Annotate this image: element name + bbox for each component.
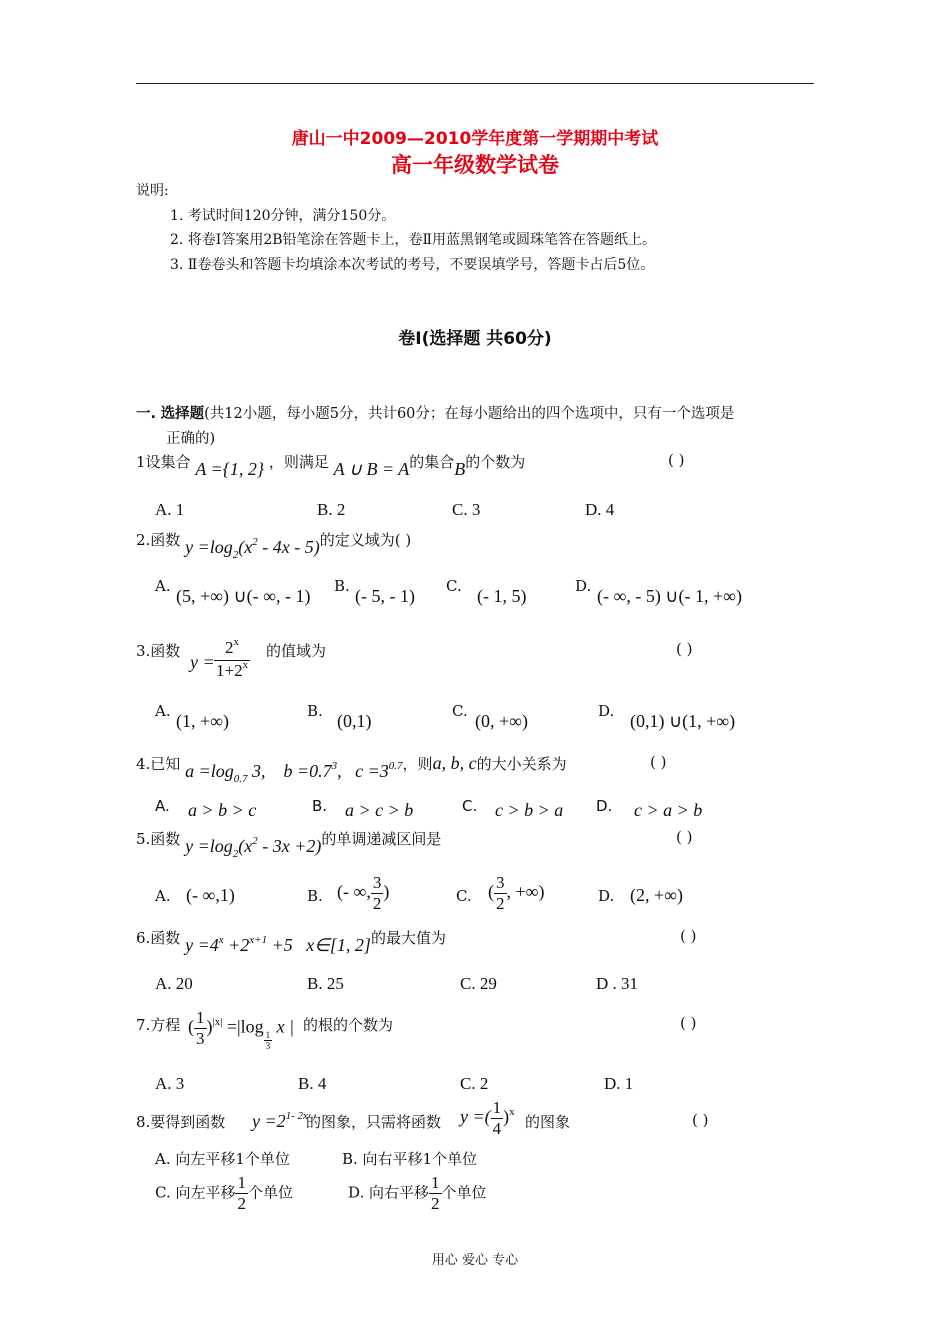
answer-paren-5: ( ) bbox=[676, 828, 693, 846]
question-4: 4.已知 $a =\log_{0.7}$ 3, $b =0.7^3$, $c =3^{0.7}$，则a, b, c的大小关系为 bbox=[136, 753, 567, 785]
q7-option-d: D. 1 bbox=[604, 1074, 634, 1093]
q2-option-a: (5, +∞) ∪(- ∞, - 1) bbox=[176, 586, 311, 606]
answer-paren-4: ( ) bbox=[650, 753, 667, 771]
question-3-tail: 的值域为 bbox=[266, 642, 327, 660]
q8-option-a: A. 向左平移1个单位 bbox=[155, 1150, 290, 1168]
question-2: 2.函数 $y =\log_2(x^2 - 4x - 5)$的定义域为( ) bbox=[136, 531, 412, 561]
question-1: 1设集合 A ={1, 2} ，则满足 A ∪ B = A的集合B的个数为 bbox=[136, 453, 526, 479]
instruction-item-1: 1. 考试时间120分钟，满分150分。 bbox=[170, 208, 396, 224]
q3-option-c: (0, +∞) bbox=[475, 711, 528, 731]
q5-option-a: (- ∞,1) bbox=[186, 885, 235, 905]
q4-label-d: D. bbox=[596, 797, 613, 815]
q3-option-b: (0,1) bbox=[337, 711, 372, 731]
q4-option-a: a > b > c bbox=[188, 800, 257, 820]
question-8-mid: 的图象，只需将函数 bbox=[306, 1113, 442, 1131]
q3-label-b: B. bbox=[307, 702, 323, 720]
q7-option-c: C. 2 bbox=[460, 1074, 489, 1093]
q3-label-c: C. bbox=[452, 702, 468, 720]
q7-option-b: B. 4 bbox=[298, 1074, 327, 1093]
q4-label-b: B. bbox=[312, 797, 328, 815]
question-8-tail: 的图象 bbox=[525, 1113, 571, 1131]
part-heading: 一. 选择题(共12小题，每小题5分，共计60分；在每小题给出的四个选项中，只有一个选项是 bbox=[136, 406, 735, 422]
question-7-lead: 7.方程 bbox=[136, 1016, 181, 1034]
q1-option-a: A. 1 bbox=[155, 500, 185, 519]
part-heading-bold: 选择题 bbox=[160, 406, 205, 422]
question-8-expr-a: $y =2^{1- 2x}$ bbox=[252, 1110, 308, 1131]
q4-option-b: a > c > b bbox=[345, 800, 414, 820]
q4-label-a: A. bbox=[155, 797, 170, 815]
page-footer: 用心 爱心 专心 bbox=[431, 1253, 519, 1268]
question-3-lead: 3.函数 bbox=[136, 642, 181, 660]
q2-label-c: C. bbox=[446, 577, 462, 595]
q6-option-a: A. 20 bbox=[155, 974, 193, 993]
q5-label-d: D. bbox=[598, 887, 615, 905]
instruction-item-3: 3. Ⅱ卷卷头和答题卡均填涂本次考试的考号，不要误填学号，答题卡占后5位。 bbox=[170, 257, 655, 273]
answer-paren-6: ( ) bbox=[680, 927, 697, 945]
q6-option-b: B. 25 bbox=[307, 974, 344, 993]
answer-paren-3: ( ) bbox=[676, 640, 693, 658]
q8-option-d: D. 向右平移 $\frac{1}{2}$ 个单位 bbox=[348, 1173, 487, 1213]
question-6: 6.函数 $y =4^x +2^{x+1} +5$ x∈[1, 2]的最大值为 bbox=[136, 929, 446, 955]
q2-label-a: A. bbox=[155, 577, 171, 595]
q3-option-d: (0,1) ∪(1, +∞) bbox=[630, 711, 736, 731]
q1-option-d: D. 4 bbox=[585, 500, 615, 519]
question-7-tail: 的根的个数为 bbox=[303, 1016, 394, 1034]
section-title: 卷Ⅰ(选择题 共60分) bbox=[398, 329, 552, 349]
q6-option-c: C. 29 bbox=[460, 974, 497, 993]
q3-option-a: (1, +∞) bbox=[176, 711, 229, 731]
q5-option-b: (- ∞, $\frac{3}{2}$ ) bbox=[337, 873, 390, 913]
question-5: 5.函数 $y =\log_2(x^2 - 3x +2)$的单调递减区间是 bbox=[136, 830, 442, 860]
answer-paren-7: ( ) bbox=[680, 1014, 697, 1032]
exam-subtitle: 高一年级数学试卷 bbox=[391, 153, 559, 177]
question-8-lead: 8.要得到函数 bbox=[136, 1113, 226, 1131]
q8-option-c: C. 向左平移 $\frac{1}{2}$ 个单位 bbox=[155, 1173, 293, 1213]
q5-option-d: (2, +∞) bbox=[630, 885, 683, 905]
q5-label-c: C. bbox=[456, 887, 472, 905]
question-3-fraction: $\frac{2^x}{1+2^x}$ bbox=[216, 636, 249, 680]
question-3-y: y = bbox=[190, 652, 215, 672]
answer-paren-1: ( ) bbox=[668, 451, 685, 469]
q8-option-b: B. 向右平移1个单位 bbox=[342, 1150, 478, 1168]
exam-title: 唐山一中2009—2010学年度第一学期期中考试 bbox=[291, 129, 659, 149]
q1-option-c: C. 3 bbox=[452, 500, 481, 519]
question-8-expr-b: y =( $\frac{1}{4}$ )$^x$ bbox=[460, 1098, 515, 1138]
instruction-item-2: 2. 将卷Ⅰ答案用2B铅笔涂在答题卡上，卷Ⅱ用蓝黑钢笔或圆珠笔答在答题纸上。 bbox=[170, 232, 657, 248]
question-7-expr: ( $\frac{1}{3}$ )$^{|x|}$ =|log $\frac{1}{3}$ x | bbox=[188, 1008, 295, 1051]
q5-label-a: A. bbox=[155, 887, 171, 905]
q4-option-c: c > b > a bbox=[495, 800, 564, 820]
q3-label-d: D. bbox=[598, 702, 615, 720]
q2-option-c: (- 1, 5) bbox=[477, 586, 527, 606]
q2-label-b: B. bbox=[334, 577, 350, 595]
q3-label-a: A. bbox=[155, 702, 171, 720]
q2-option-d: (- ∞, - 5) ∪(- 1, +∞) bbox=[597, 586, 742, 606]
q7-option-a: A. 3 bbox=[155, 1074, 185, 1093]
q5-option-c: ( $\frac{3}{2}$ , +∞) bbox=[488, 873, 545, 913]
header-rule bbox=[136, 83, 814, 84]
answer-paren-8: ( ) bbox=[692, 1111, 709, 1129]
q2-label-d: D. bbox=[575, 577, 592, 595]
instructions-label: 说明: bbox=[136, 183, 169, 199]
q2-option-b: (- 5, - 1) bbox=[355, 586, 415, 606]
q4-option-d: c > a > b bbox=[634, 800, 703, 820]
q5-label-b: B. bbox=[307, 887, 323, 905]
q1-option-b: B. 2 bbox=[317, 500, 346, 519]
part-heading-line2: 正确的) bbox=[166, 431, 216, 447]
q6-option-d: D . 31 bbox=[596, 974, 639, 993]
q4-label-c: C. bbox=[462, 797, 478, 815]
